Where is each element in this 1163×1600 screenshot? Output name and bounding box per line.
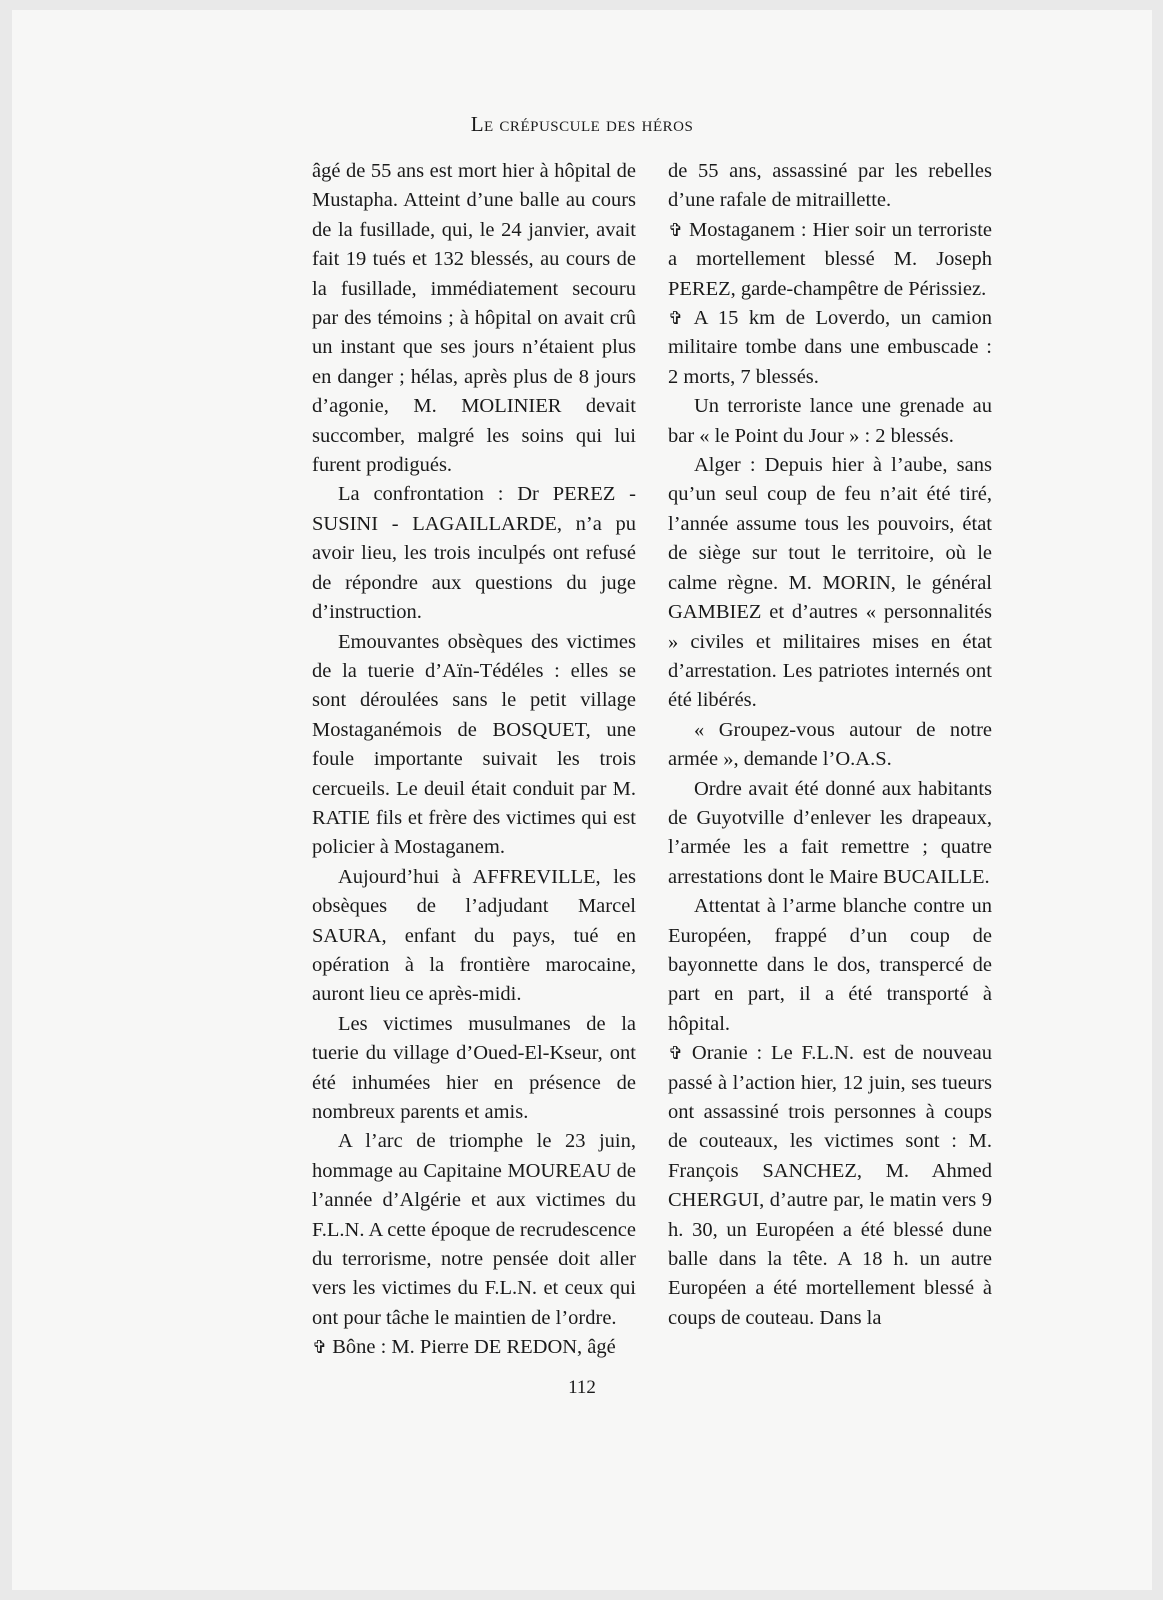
left-column xyxy=(312,157,636,1363)
paragraph-text: de 55 ans, assassiné par les rebelles d’une rafale de mitraillette. xyxy=(668,160,992,212)
paragraph-text: âgé de 55 ans est mort hier à hôpital de Mustapha. Atteint d’une balle au cours de la fusillade, qui, le 24 janvier, avait fait 19 tués et 132 blessés, au cours de la fusillade, immédiatement secouru par des témoins ; à hôpital on avait crû un instant que ses jours n’étaient plus en danger ; hélas, après plus de 8 jours d’agonie, M. MOLINIER devait succomber, malgré les soins qui lui furent prodigués. xyxy=(312,160,636,477)
paragraph xyxy=(312,480,636,627)
paragraph xyxy=(668,216,992,304)
paragraph-text: Bône : M. Pierre DE REDON, âgé xyxy=(332,1336,616,1359)
cross-icon: ✞ xyxy=(668,308,684,330)
cross-icon: ✞ xyxy=(668,219,684,241)
paragraph xyxy=(312,1010,636,1128)
running-header: Le crépuscule des héros xyxy=(470,112,694,136)
page-number: 112 xyxy=(568,1377,596,1398)
paragraph xyxy=(312,628,636,863)
paragraph-text: Aujourd’hui à AFFREVILLE, les obsèques de l’adjudant Marcel SAURA, enfant du pays, tué en opération à la frontière marocaine, auront lieu ce après-midi. xyxy=(312,865,636,1006)
paragraph-text: Attentat à l’arme blanche contre un Européen, frappé d’un coup de bayonnette dans le dos, transpercé de part en part, il a été transporté à hôpital. xyxy=(668,895,992,1035)
paragraph-text: Ordre avait été donné aux habitants de Guyotville d’enlever les drapeaux, l’armée les a fait remettre ; quatre arrestations dont le Maire BUCAILLE. xyxy=(668,777,992,888)
book-page xyxy=(12,10,1152,1590)
paragraph xyxy=(668,775,992,893)
cross-icon: ✞ xyxy=(668,1043,684,1065)
paragraph-text: Un terroriste lance une grenade au bar « le Point du Jour » : 2 blessés. xyxy=(668,395,992,447)
paragraph-text: Alger : Depuis hier à l’aube, sans qu’un seul coup de feu n’ait été tiré, l’année assume tous les pouvoirs, état de siège sur tout le territoire, où le calme règne. M. MORIN, le général GAMBIEZ et d’autres « personnalités » civiles et militaires mises en état d’arrestation. Les patriotes internés ont été libérés. xyxy=(668,454,992,712)
paragraph xyxy=(312,863,636,1010)
paragraph xyxy=(668,157,992,216)
cross-icon: ✞ xyxy=(312,1337,328,1359)
paragraph xyxy=(668,304,992,392)
paragraph-text: Les victimes musulmanes de la tuerie du village d’Oued-El-Kseur, ont été inhumées hier en présence de nombreux parents et amis. xyxy=(312,1012,636,1123)
paragraph xyxy=(668,392,992,451)
paragraph xyxy=(312,157,636,480)
paragraph-text: Emouvantes obsèques des victimes de la tuerie d’Aïn-Tédéles : elles se sont déroulées sans le petit village Mostaganémois de BOSQUET, une foule importante suivait les trois cercueils. Le deuil était conduit par M. RATIE fils et frère des victimes qui est policier à Mostaganem. xyxy=(312,630,636,859)
paragraph-text: Oranie : Le F.L.N. est de nouveau passé à l’action hier, 12 juin, ses tueurs ont assassiné trois personnes à coups de couteaux, les victimes sont : M. François SANCHEZ, M. Ahmed CHERGUI, d’autre par, le matin vers 9 h. 30, un Européen a été blessé dune balle dans la tête. A 18 h. un autre Européen a été mortellement blessé à coups de couteau. Dans la xyxy=(668,1042,992,1329)
paragraph-text: A 15 km de Loverdo, un camion militaire tombe dans une embuscade : 2 morts, 7 blessés. xyxy=(668,307,992,388)
paragraph-text: Mostaganem : Hier soir un terroriste a mortellement blessé M. Joseph PEREZ, garde-champêtre de Périssiez. xyxy=(668,218,993,300)
paragraph xyxy=(668,451,992,716)
paragraph-text: « Groupez-vous autour de notre armée », demande l’O.A.S. xyxy=(668,718,992,771)
paragraph xyxy=(668,716,992,775)
paragraph-text: A l’arc de triomphe le 23 juin, hommage au Capitaine MOUREAU de l’année d’Algérie et aux victimes du F.L.N. A cette époque de recrudescence du terrorisme, notre pensée doit aller vers les victimes du F.L.N. et ceux qui ont pour tâche le maintien de l’ordre. xyxy=(312,1130,636,1329)
paragraph-text: La confrontation : Dr PEREZ - SUSINI - LAGAILLARDE, n’a pu avoir lieu, les trois inculpés ont refusé de répondre aux questions du juge d’instruction. xyxy=(312,483,636,624)
paragraph xyxy=(668,892,992,1039)
paragraph xyxy=(312,1333,636,1362)
paragraph xyxy=(312,1127,636,1333)
paragraph xyxy=(668,1039,992,1333)
right-column xyxy=(668,157,992,1333)
